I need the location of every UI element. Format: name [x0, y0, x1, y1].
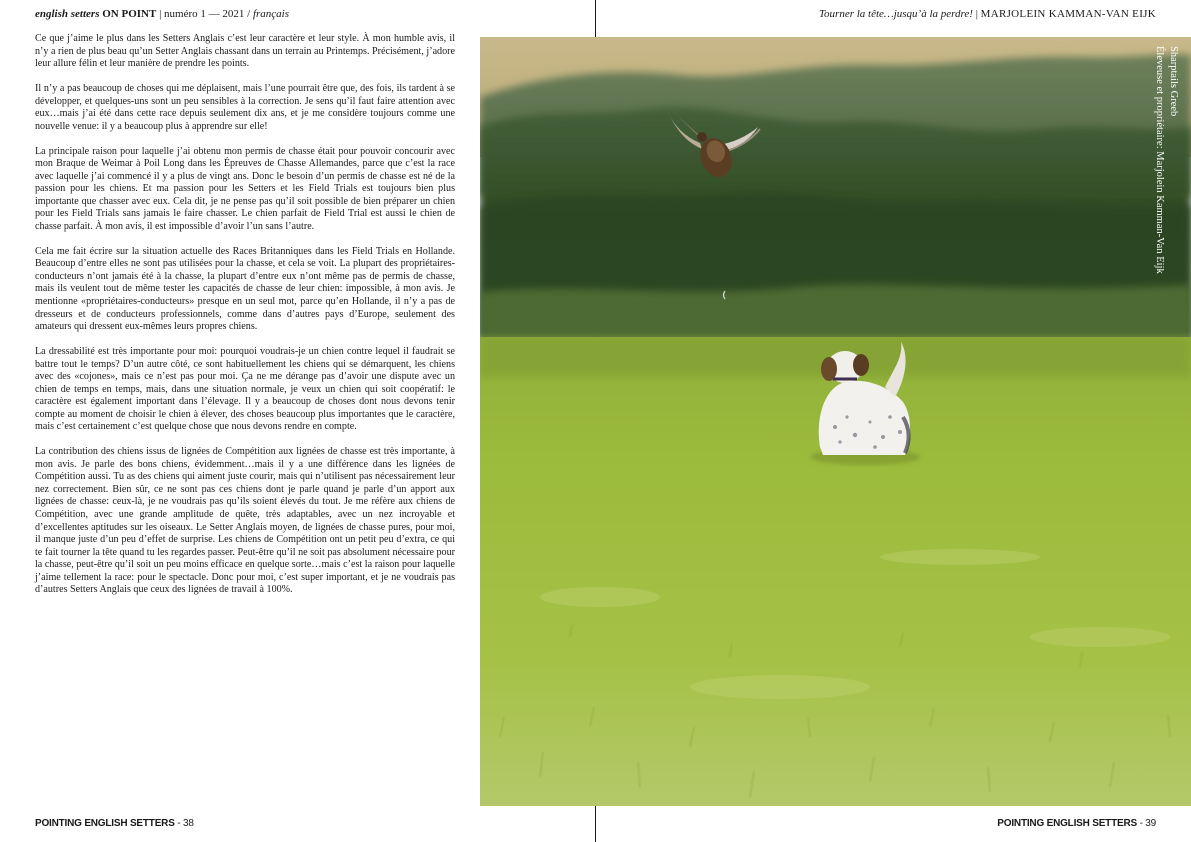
running-header-left — [35, 8, 590, 26]
photo-illustration — [480, 37, 1191, 806]
header-slash: / — [247, 8, 253, 20]
article-body — [35, 33, 455, 813]
issue-language: français — [252, 8, 290, 20]
header-separator: | — [159, 8, 165, 20]
page-number: - 38 — [177, 818, 194, 829]
issue-number: numéro 1 — 2021 — [164, 8, 245, 20]
body-paragraph: Cela me fait écrire sur la situation actuelle des Races Britanniques dans les Field Trials en Hollande. Beaucoup d’entre elles ne sont pas utilisées pour la chasse, et cela se voit. La plupart des propriétaires-conducteurs n’ont jamais été à la chasse, la plupart d’entre eux n’ont même pas de permis de chasse, mais ils veulent tout de même tester les capacités de chasse de leur chien: impossible, à mon avis. Je mentionne «propriétaires-conducteurs» presque en un seul mot, parce qu’en Hollande, il n’y a pas de dresseurs et de conducteurs professionnels, comme dans d’autres pays d’Europe, seulement des amateurs qui dressent eux-mêmes leurs propres chiens. — [35, 245, 455, 333]
footer-left — [35, 818, 194, 829]
body-paragraph: La principale raison pour laquelle j’ai obtenu mon permis de chasse était pour pouvoir concourir avec mon Braque de Weimar à Poil Long dans les Épreuves de Chasse Allemandes, parce que c’est la race avec laquelle j’ai commencé il y a plus de vingt ans. Donc le besoin d’un permis de chasse est né de la passion pour les chiens. Et ma passion pour les Setters et les Field Trials est toujours bien plus importante que chasser avec eux. Cela dit, je ne pense pas qu’il soit possible de bien préparer un chien pour les Field Trials sans jamais le faire chasser. Le chien parfait de Field Trial est aussi le chien de chasse parfait. À mon avis, il est impossible d’avoir l’un sans l’autre. — [35, 145, 455, 232]
article-title: Tourner la tête…jusqu’à la perdre! — [818, 8, 973, 20]
setter-flushing-bird-photo — [480, 37, 1191, 806]
publication-point: ON POINT — [102, 8, 157, 20]
footer-brand: POINTING ENGLISH SETTERS — [35, 818, 175, 829]
header-separator: | — [975, 8, 981, 20]
running-header-right — [596, 8, 1156, 26]
article-author: MARJOLEIN KAMMAN-VAN EIJK — [980, 8, 1156, 20]
publication-name: english setters — [35, 8, 100, 20]
body-paragraph: La contribution des chiens issus de lignées de Compétition aux lignées de chasse est très importante, à mon avis. Je parle des bons chiens, évidemment…mais il y a une différence dans les lignées de Compétition aussi. Tu as des chiens qui aiment juste courir, mais qui n’utilisent pas nécessairement leur nez correctement. Bien sûr, ce ne sont pas ces chiens dont je parle quand je parle d’un apport aux lignées de chasse: ceux-là, je ne voudrais pas qu’ils soient élevés du tout. Je me réfère aux chiens de Compétition, avec une grande amplitude de quête, très adaptables, avec un nez incroyable et d’excellentes aptitudes sur les oiseaux. Le Setter Anglais moyen, de lignées de chasse pures, pour moi, il manque juste d’un peu d’effet de surprise. Les chiens de Compétition ont un petit peu d’extra, ce qui te fait tourner la tête quand tu les regardes passer. Peut-être qu’il ne soit pas absolument nécessaire pour la chasse, peut-être qu’il soit un peu moins efficace en quelque sorte…mais c’est la raison pour laquelle j’aime tellement la race: pour le spectacle. Donc pour moi, c’est super important, et je ne voudrais pas d’autres Setters Anglais que ceux des lignées de travail à 100%. — [35, 446, 455, 596]
caption-breeder: Éleveuse et propriétaire: Marjolein Kamman-Van Eijk — [1154, 46, 1165, 274]
english-setter-dog — [810, 342, 920, 465]
body-paragraph: Il n’y a pas beaucoup de choses qui me déplaisent, mais l’une pourrait être que, des fois, ils tardent à se développer, et quelques-uns sont un peu sensibles à la correction. Je sens qu’il faut faire attention avec eux…mais j’ai été dans cette race depuis seulement dix ans, et je me considère toujours comme une nouvelle venue: il y a beaucoup plus à apprendre sur elle! — [35, 83, 455, 132]
footer-right — [997, 818, 1156, 829]
caption-dog-name: Sharptails Greeb — [1168, 46, 1179, 117]
page-number: - 39 — [1139, 818, 1156, 829]
body-paragraph: Ce que j’aime le plus dans les Setters Anglais c’est leur caractère et leur style. À mon humble avis, il n’y a rien de plus beau qu’un Setter Anglais chassant dans un terrain au Printemps. Précisément, j’adore leur allure félin et leur manière de prendre les points. — [35, 33, 455, 70]
footer-brand: POINTING ENGLISH SETTERS — [997, 818, 1137, 829]
photo-caption — [1144, 46, 1180, 346]
body-paragraph: La dressabilité est très importante pour moi: pourquoi voudrais-je un chien contre lequel il faudrait se battre tout le temps? D’un autre côté, ce sont habituellement les chiens qui se démarquent, les chiens avec des «cojones», mais ce n’est pas pour moi. Ça ne me dérange pas d’avoir une dispute avec un chien de temps en temps, mais, dans une situation normale, je veux un chien qui soit coopératif: le caractère est également important dans l’élevage. Il y a beaucoup de choses dont nous devons tenir compte au moment de choisir le chien à élever, des choses beaucoup plus importantes que le caractère, mais c’est certainement c’est quelque chose que nous devons rendre en compte. — [35, 346, 455, 433]
